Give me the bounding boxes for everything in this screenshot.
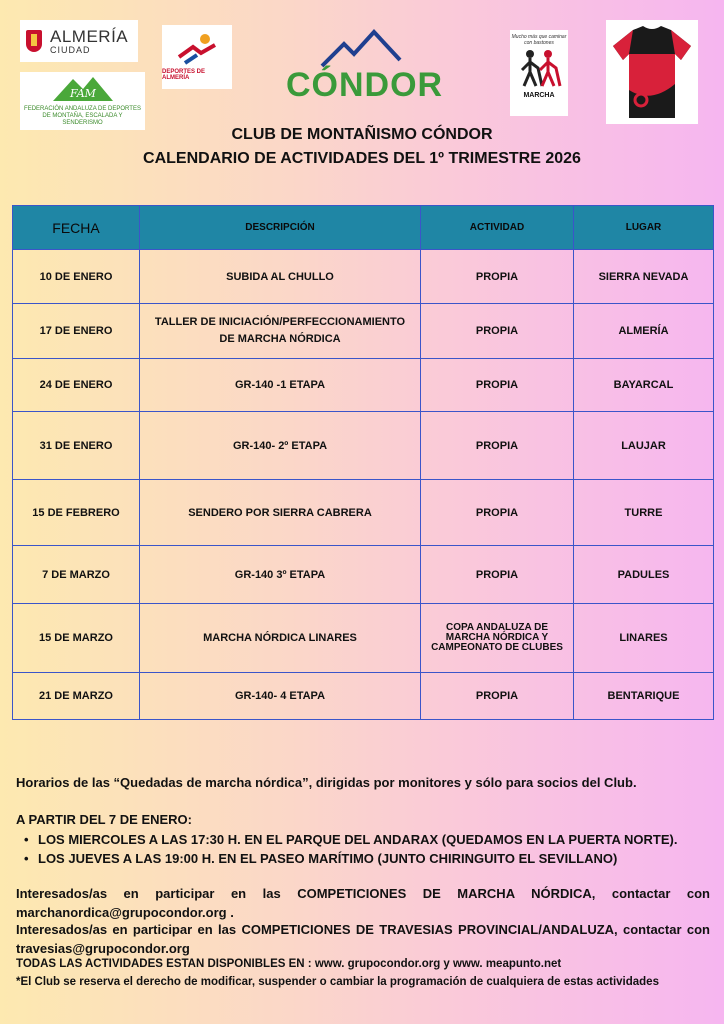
cell-descripcion: MARCHA NÓRDICA LINARES (140, 604, 421, 673)
cell-actividad: PROPIA (421, 480, 574, 546)
deportes-almeria-logo (162, 25, 232, 89)
cell-actividad: PROPIA (421, 673, 574, 720)
cell-lugar: TURRE (574, 480, 714, 546)
runner-icon (175, 33, 219, 67)
cell-fecha: 21 DE MARZO (13, 673, 140, 720)
cell-actividad: PROPIA (421, 250, 574, 304)
club-shirt-image (606, 20, 698, 124)
header-descripcion: DESCRIPCIÓN (140, 206, 421, 250)
cell-fecha: 17 DE ENERO (13, 304, 140, 359)
table-row (13, 359, 714, 412)
nordic-walkers-icon (516, 46, 562, 90)
disclaimer-text: *El Club se reserva el derecho de modificar, suspender o cambiar la programación de cualquiera de estas actividades (16, 976, 659, 988)
table-row (13, 250, 714, 304)
club-title: CLUB DE MONTAÑISMO CÓNDOR (231, 126, 493, 143)
table-row (13, 604, 714, 673)
cell-lugar: PADULES (574, 546, 714, 604)
a-partir-heading: A PARTIR DEL 7 DE ENERO: (16, 812, 193, 827)
cell-descripcion: TALLER DE INICIACIÓN/PERFECCIONAMIENTO DE MARCHA NÓRDICA (140, 304, 421, 359)
condor-logo-text: CÓNDOR (286, 66, 444, 104)
almeria-shield-icon (26, 30, 42, 52)
marcha-logo-text: MARCHA (523, 92, 555, 99)
cell-lugar: LAUJAR (574, 412, 714, 480)
cell-descripcion: GR-140 3º ETAPA (140, 546, 421, 604)
disponibles-text: TODAS LAS ACTIVIDADES ESTAN DISPONIBLES EN : www. grupocondor.org y www. meapunto.net (16, 958, 562, 970)
table-row (13, 546, 714, 604)
horarios-text: Horarios de las “Quedadas de marcha nórdica”, dirigidas por monitores y sólo para socios del Club. (16, 775, 637, 790)
marcha-nordica-logo (510, 30, 568, 116)
competiciones-marcha-text: Interesados/as en participar en las COMPETICIONES DE MARCHA NÓRDICA, contactar con marchanordica@grupocondor.org . (16, 886, 710, 920)
cell-fecha: 24 DE ENERO (13, 359, 140, 412)
cell-descripcion: GR-140 -1 ETAPA (140, 359, 421, 412)
almeria-logo-line1: ALMERÍA (50, 26, 129, 46)
tshirt-icon (611, 24, 693, 120)
cell-descripcion: GR-140- 2º ETAPA (140, 412, 421, 480)
table-row (13, 480, 714, 546)
table-header-row (13, 206, 714, 250)
table-row (13, 304, 714, 359)
fam-logo (20, 72, 145, 130)
list-item: • LOS JUEVES A LAS 19:00 H. EN EL PASEO MARÍTIMO (JUNTO CHIRINGUITO EL SEVILLANO) (38, 849, 718, 868)
cell-fecha: 15 DE MARZO (13, 604, 140, 673)
cell-actividad: COPA ANDALUZA DE MARCHA NÓRDICA Y CAMPEONATO DE CLUBES (421, 604, 574, 673)
fam-mountain-icon (53, 75, 113, 101)
almeria-ciudad-logo (20, 20, 138, 62)
cell-fecha: 15 DE FEBRERO (13, 480, 140, 546)
calendar-title: CALENDARIO DE ACTIVIDADES DEL 1º TRIMESTRE 2026 (143, 150, 581, 167)
cell-descripcion: SUBIDA AL CHULLO (140, 250, 421, 304)
cell-lugar: ALMERÍA (574, 304, 714, 359)
header-lugar: LUGAR (574, 206, 714, 250)
cell-fecha: 7 DE MARZO (13, 546, 140, 604)
header-actividad: ACTIVIDAD (421, 206, 574, 250)
cell-actividad: PROPIA (421, 412, 574, 480)
cell-actividad: PROPIA (421, 546, 574, 604)
cell-actividad: PROPIA (421, 304, 574, 359)
svg-text:FAM: FAM (69, 87, 96, 100)
activities-table (12, 205, 714, 720)
cell-lugar: BAYARCAL (574, 359, 714, 412)
deportes-logo-text: DEPORTES DE ALMERÍA (162, 69, 206, 81)
fam-logo-text: FEDERACIÓN ANDALUZA DE DEPORTES DE MONTAÑA, ESCALADA Y SENDERISMO (24, 106, 141, 126)
cell-fecha: 31 DE ENERO (13, 412, 140, 480)
cell-lugar: BENTARIQUE (574, 673, 714, 720)
table-row (13, 412, 714, 480)
cell-fecha: 10 DE ENERO (13, 250, 140, 304)
competiciones-travesias-text: Interesados/as en participar en las COMPETICIONES DE TRAVESIAS PROVINCIAL/ANDALUZA, contactar con travesias@grupocondor.org (16, 922, 710, 956)
table-row (13, 673, 714, 720)
condor-logo (282, 28, 444, 106)
cell-actividad: PROPIA (421, 359, 574, 412)
almeria-logo-line2: CIUDAD (50, 44, 91, 55)
header-fecha: FECHA (13, 206, 140, 250)
list-item: • LOS MIERCOLES A LAS 17:30 H. EN EL PARQUE DEL ANDARAX (QUEDAMOS EN LA PUERTA NORTE). (38, 830, 718, 849)
cell-lugar: LINARES (574, 604, 714, 673)
cell-descripcion: GR-140- 4 ETAPA (140, 673, 421, 720)
schedule-list (38, 830, 718, 868)
cell-lugar: SIERRA NEVADA (574, 250, 714, 304)
cell-descripcion: SENDERO POR SIERRA CABRERA (140, 480, 421, 546)
marcha-logo-script: Mucho más que caminar con bastones (511, 34, 567, 46)
